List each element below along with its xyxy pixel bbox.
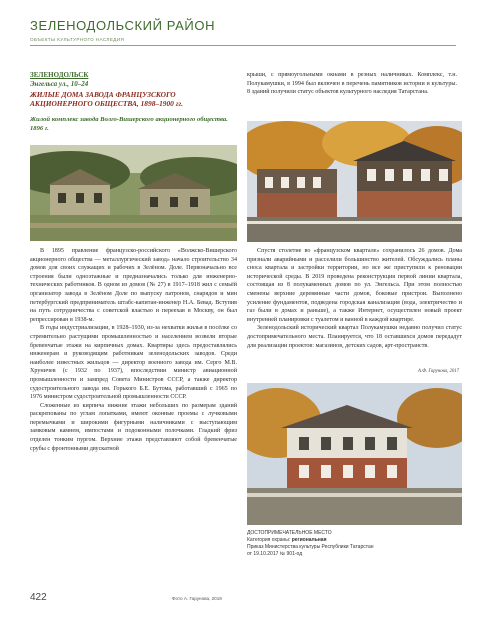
modern-photo-image [247,121,462,242]
photo-credit: Фото А. Гарунова, 2019 [172,596,222,601]
left-paragraph: В 1895 правление французско-российского «Волжско-Вишерского акционерного общества — металлургический завод» начало строительство 34 домов для своих служащих и рабочих в Зелёном. Доле. Первоначально все строения были одноэтажные и предназначались только для инженерно-технических работников. В одном из домов (№ 27) в 1917–1918 жил с семьёй организатор завода в Зелёном Доле по выпуску патронов, снарядов и мин петербургский предприниматель штабс-капитан-инженер Н.А. Бевад. Вступив на путь сотрудничества с советской властью и переехав в Москву, он был репрессирован в 1938-м. [30,248,237,323]
place-name: ЗЕЛЕНОДОЛЬСК [30,71,89,79]
address: Энгельса ул., 10–24 [30,80,89,88]
historic-photo [30,145,237,241]
author-credit: А.Ф. Гарунова, 2017 [418,369,460,374]
right-paragraph: Зеленодольский исторический квартал Полукамушки недавно получил статус достопримечательного места. Планируется, что 18 оставшихся домов передадут для реализации проектов: магазинов, детских садов, арт-пространств. [247,325,462,349]
historic-photo-image [30,145,237,241]
landmark-decree-2: от 19.10.2017 № 901-од [247,551,303,557]
article-heading: ЖИЛЫЕ ДОМА ЗАВОДА ФРАНЦУЗСКОГО АКЦИОНЕРНОГО ОБЩЕСТВА, 1898–1900 гг. [30,90,183,108]
photo-caption: Жилой комплекс завода Волго-Вишерского акционерного общества. 1896 г. [30,116,228,132]
landmark-info [247,530,462,558]
right-paragraph: Спустя столетие во «французском квартале» сохранилось 26 домов. Дома признали аварийными и расселили большинство жителей. Обсуждались планы сноса квартала и застройки территории, но все же приступили к реновации исторической среды. В 2019 проведена реконструкция первой линии квартала, состоящая из 8 полукаменных домов по ул. Энгельса. При этом полностью сменены верхние деревянные части домов, боковые пристрои. Выполнено усиление фундаментов, подведена городская канализация (вода, электричество и газ были в домах и раньше), а также Интернет, осуществлен новый проект внутренней планировки с туалетом и ванной в каждой квартире. [247,248,462,323]
landmark-category-value: региональная [291,537,327,543]
street-photo [247,383,462,525]
right-body [247,247,462,350]
landmark-title: ДОСТОПРИМЕЧАТЕЛЬНОЕ МЕСТО [247,530,332,536]
region-title: ЗЕЛЕНОДОЛЬСКИЙ РАЙОН [30,18,216,33]
left-paragraph: Сложенные из кирпича нижние этажи небольших по размерам зданий раскрепованы по углам лопатками, имеют оконные проемы с лучковыми перемычками и широкими фигурными наличниками с выступающим замковым камнем, импостами и подоконными полочками. Гладкий фриз отделен тонким пургом. Верхние этажи представляют собой бревенчатые срубы с фронтонными двускатной [30,402,237,452]
left-body [30,247,237,453]
landmark-decree-1: Приказ Министерства культуры Республики Татарстан [247,544,374,550]
right-top-paragraph: крыши, с прямоугольными окнами в резных наличниках. Комплекс, т.н. Полукамушки, в 1994 был включен в перечень памятников истории и культуры. 8 зданий получили статус объектов культурного наследия Татарстана. [247,72,457,96]
section-subtitle: ОБЪЕКТЫ КУЛЬТУРНОГО НАСЛЕДИЯ [30,37,125,42]
left-paragraph: В годы индустриализации, в 1928–1930, из-за нехватки жилья в посёлке со стремительно растущими промышленностью и населением возвели вторые бревенчатые этажи на кирпичных домах. Квартиры здесь предоставлялись инженерам и руководящим работникам зеленодольских заводов. Среди наиболее известных жильцов — директор военного завода им. Серго М.В. Хруничев (с 1932 по 1937), впоследствии министр авиационной промышленности и зампред Совета Министров СССР, а также директор судостроительного завода им. Горького Б.Е. Бутома, работавший с 1965 по 1976 министром судостроительной промышленности СССР. [30,325,237,401]
right-top [247,71,457,97]
street-photo-image [247,383,462,525]
page-number: 422 [30,592,47,603]
modern-photo [247,121,462,242]
landmark-category [247,537,462,544]
landmark-category-prefix: Категория охраны: [247,537,292,543]
article-header [30,71,240,133]
header-rule [30,45,456,46]
